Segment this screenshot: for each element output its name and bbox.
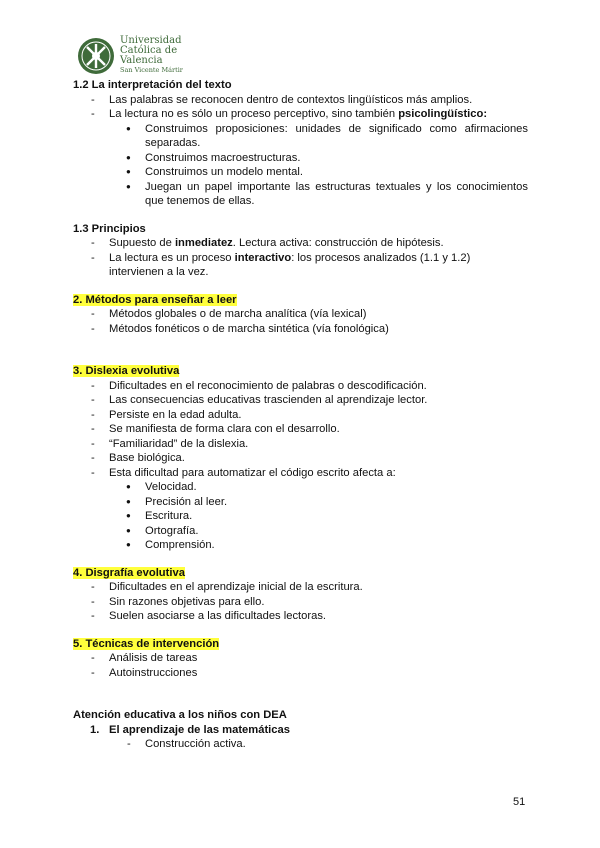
list-item: - Construcción activa. [73,737,528,752]
item-bold-text: psicolingüístico: [398,108,488,120]
item-number: 1. [90,723,100,736]
university-seal-icon [76,36,116,76]
highlighted-heading: 2. Métodos para enseñar a leer [73,293,237,306]
item-text: . Lectura activa: construcción de hipótesis. [232,237,444,249]
section-2-list [73,307,528,336]
logo-line-3: Valencia [120,55,163,66]
list-item: - Métodos fonéticos o de marcha sintética (vía fonológica) [73,322,528,337]
highlighted-heading: 4. Disgrafía evolutiva [73,566,185,579]
section-3-list [73,379,528,553]
list-item: - Las consecuencias educativas trascienden al aprendizaje lector. [73,393,528,408]
bullet-item: ● Ortografía. [73,524,528,539]
item-text: Supuesto de [109,237,175,249]
bullet-item: ● Construimos macroestructuras. [73,151,528,166]
item-bold-text: inmediatez [174,237,233,249]
list-item: - Suelen asociarse a las dificultades lectoras. [73,609,528,624]
item-text: El aprendizaje de las matemáticas [109,723,290,736]
bullet-item: ● Comprensión. [73,538,528,553]
university-logo [76,36,196,76]
list-item: - Esta dificultad para automatizar el código escrito afecta a: [73,466,528,481]
section-1-3-heading: 1.3 Principios [73,222,146,235]
logo-line-4: San Vicente Mártir [120,66,183,74]
page-number: 51 [513,796,526,808]
bullet-item: ● Juegan un papel importante las estructuras textuales y los conocimientos que tenemos de ellas. [73,180,528,209]
list-item: - Autoinstrucciones [73,666,528,681]
section-5-list [73,651,528,680]
section-1-2-heading: 1.2 La interpretación del texto [73,79,232,91]
list-item: - Se manifiesta de forma clara con el desarrollo. [73,422,528,437]
section-3-heading [73,364,528,379]
list-item: - Persiste en la edad adulta. [73,408,528,423]
logo-line-1: Universidad [120,35,182,46]
bullet-item: ● Construimos proposiciones: unidades de significado como afirmaciones separadas. [73,122,528,151]
bullet-item: ● Construimos un modelo mental. [73,165,528,180]
document-body [73,78,528,752]
logo-line-2: Católica de [120,45,178,56]
item-text: : los procesos analizados (1.1 y 1.2) intervienen a la vez. [109,251,471,278]
list-item: - Dificultades en el reconocimiento de palabras o descodificación. [73,379,528,394]
bullet-item: ● Velocidad. [73,480,528,495]
list-item [73,236,528,251]
numbered-item [73,723,528,738]
dea-heading: Atención educativa a los niños con DEA [73,709,287,721]
logo-wordmark [120,36,183,74]
bullet-item: ● Escritura. [73,509,528,524]
highlighted-heading: 3. Dislexia evolutiva [73,365,180,377]
dea-list [73,723,528,752]
list-item: - Las palabras se reconocen dentro de contextos lingüísticos más amplios. [73,93,528,108]
section-1-3-list [73,236,528,280]
bullet-item: ● Precisión al leer. [73,495,528,510]
section-2-heading [73,293,528,308]
list-item: - Análisis de tareas [73,651,528,666]
list-item: - Dificultades en el aprendizaje inicial de la escritura. [73,580,528,595]
section-5-heading [73,637,528,652]
list-item: - Métodos globales o de marcha analítica (vía lexical) [73,307,528,322]
list-item: - Base biológica. [73,451,528,466]
item-text: La lectura no es sólo un proceso perceptivo, sino también [109,108,399,120]
item-bold-text: interactivo [234,251,292,264]
list-item: - Sin razones objetivas para ello. [73,595,528,610]
item-text: La lectura es un proceso [109,251,235,264]
section-1-2-list [73,93,528,209]
highlighted-heading: 5. Técnicas de intervención [73,637,220,650]
section-4-list [73,580,528,624]
list-item [73,107,528,122]
list-item: - “Familiaridad” de la dislexia. [73,437,528,452]
list-item [73,251,528,280]
section-4-heading [73,566,528,581]
